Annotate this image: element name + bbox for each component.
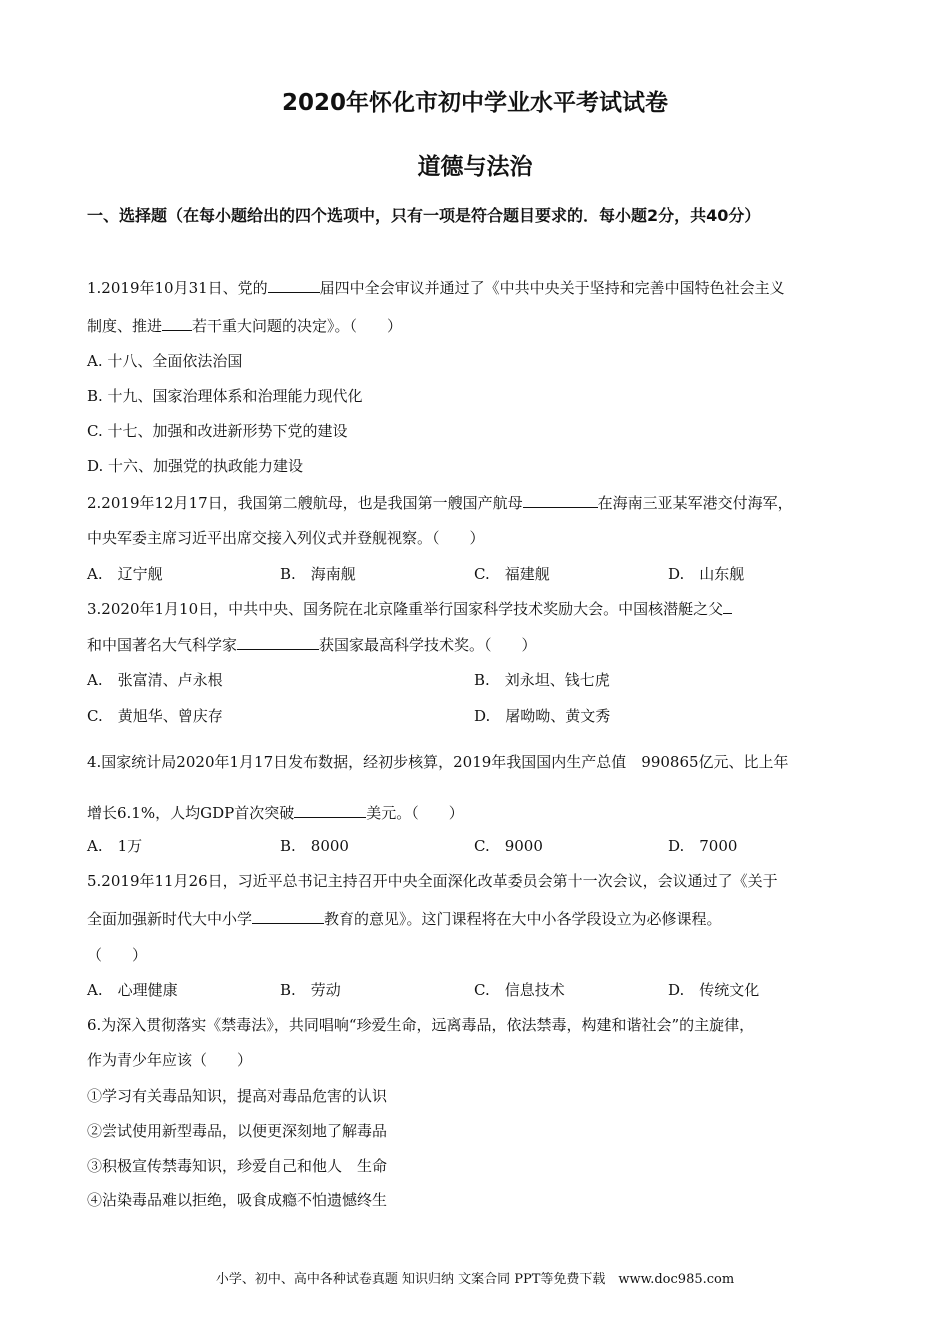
question-1-option-b: B. 十九、国家治理体系和治理能力现代化 xyxy=(87,387,363,405)
question-2-line-1: 2.2019年12月17日，我国第二艘航母，也是我国第一艘国产航母 在海南三亚某军港交付海军， xyxy=(87,494,793,512)
question-5-option-b: B. 劳动 xyxy=(280,981,341,999)
question-5-line-2: 全面加强新时代大中小学 教育的意见》。这门课程将在大中小各学段设立为必修课程。 xyxy=(87,910,722,928)
question-4-option-c: C. 9000 xyxy=(474,837,543,855)
answer-blank xyxy=(252,909,324,924)
question-6-line-1: 6.为深入贯彻落实《禁毒法》，共同唱响“珍爱生命，远离毒品，依法禁毒，构建和谐社会”的主旋律， xyxy=(87,1016,755,1034)
question-6-line-2: 作为青少年应该（ ） xyxy=(87,1051,253,1069)
question-1-line-1: 1.2019年10月31日、党的 届四中全会审议并通过了《中共中央关于坚持和完善中国特色社会主义 xyxy=(87,279,785,297)
question-1-option-a: A. 十八、全面依法治国 xyxy=(87,352,243,370)
question-3-option-c: C. 黄旭华、曾庆存 xyxy=(87,707,223,725)
question-6-statement-4: ④沾染毒品难以拒绝，吸食成瘾不怕遗憾终生 xyxy=(87,1191,388,1209)
question-5-option-a: A. 心理健康 xyxy=(87,981,178,999)
question-4-line-1: 4.国家统计局2020年1月17日发布数据，经初步核算，2019年我国国内生产总值 990865亿元、比上年 xyxy=(87,753,789,771)
question-1-line-2: 制度、推进 若干重大问题的决定》。（ ） xyxy=(87,317,403,335)
exam-title: 2020年怀化市初中学业水平考试试卷 xyxy=(281,90,668,116)
question-2-option-d: D. 山东舰 xyxy=(668,565,745,583)
question-6-statement-2: ②尝试使用新型毒品，以便更深刻地了解毒品 xyxy=(87,1122,388,1140)
question-3-option-a: A. 张富清、卢永根 xyxy=(87,671,223,689)
question-5-line-1: 5.2019年11月26日，习近平总书记主持召开中央全面深化改革委员会第十一次会议，会议通过了《关于 xyxy=(87,872,778,890)
question-3-option-b: B. 刘永坦、钱七虎 xyxy=(474,671,610,689)
question-4-option-d: D. 7000 xyxy=(668,837,738,855)
question-2-option-a: A. 辽宁舰 xyxy=(87,565,163,583)
subject-title: 道德与法治 xyxy=(417,154,533,180)
question-2-line-2: 中央军委主席习近平出席交接入列仪式并登舰视察。（ ） xyxy=(87,529,485,547)
question-3-line-2: 和中国著名大气科学家 获国家最高科学技术奖。（ ） xyxy=(87,636,537,654)
answer-blank xyxy=(723,599,732,614)
question-2-option-c: C. 福建舰 xyxy=(474,565,550,583)
question-4-option-a: A. 1万 xyxy=(87,837,143,855)
question-6-statement-3: ③积极宣传禁毒知识，珍爱自己和他人 生命 xyxy=(87,1157,388,1175)
question-2-option-b: B. 海南舰 xyxy=(280,565,356,583)
answer-blank xyxy=(162,316,192,331)
question-6-statement-1: ①学习有关毒品知识，提高对毒品危害的认识 xyxy=(87,1087,388,1105)
question-1-option-c: C. 十七、加强和改进新形势下党的建设 xyxy=(87,422,348,440)
answer-blank xyxy=(237,635,319,650)
question-4-option-b: B. 8000 xyxy=(280,837,349,855)
answer-blank xyxy=(268,278,320,293)
section-heading: 一、选择题（在每小题给出的四个选项中，只有一项是符合题目要求的．每小题2分，共40分） xyxy=(87,206,761,225)
question-5-option-c: C. 信息技术 xyxy=(474,981,565,999)
page-footer: 小学、初中、高中各种试卷真题 知识归纳 文案合同 PPT等免费下载 www.doc985.com xyxy=(215,1272,735,1287)
question-4-line-2: 增长6.1%，人均GDP首次突破 美元。（ ） xyxy=(87,804,464,822)
answer-blank xyxy=(523,493,598,508)
question-3-line-1: 3.2020年1月10日，中共中央、国务院在北京隆重举行国家科学技术奖励大会。中国核潜艇之父 xyxy=(87,598,732,619)
answer-blank xyxy=(294,803,366,818)
question-5-option-d: D. 传统文化 xyxy=(668,981,760,999)
question-3-option-d: D. 屠呦呦、黄文秀 xyxy=(474,707,611,725)
question-1-option-d: D. 十六、加强党的执政能力建设 xyxy=(87,457,304,475)
question-5-line-3: （ ） xyxy=(87,946,148,964)
